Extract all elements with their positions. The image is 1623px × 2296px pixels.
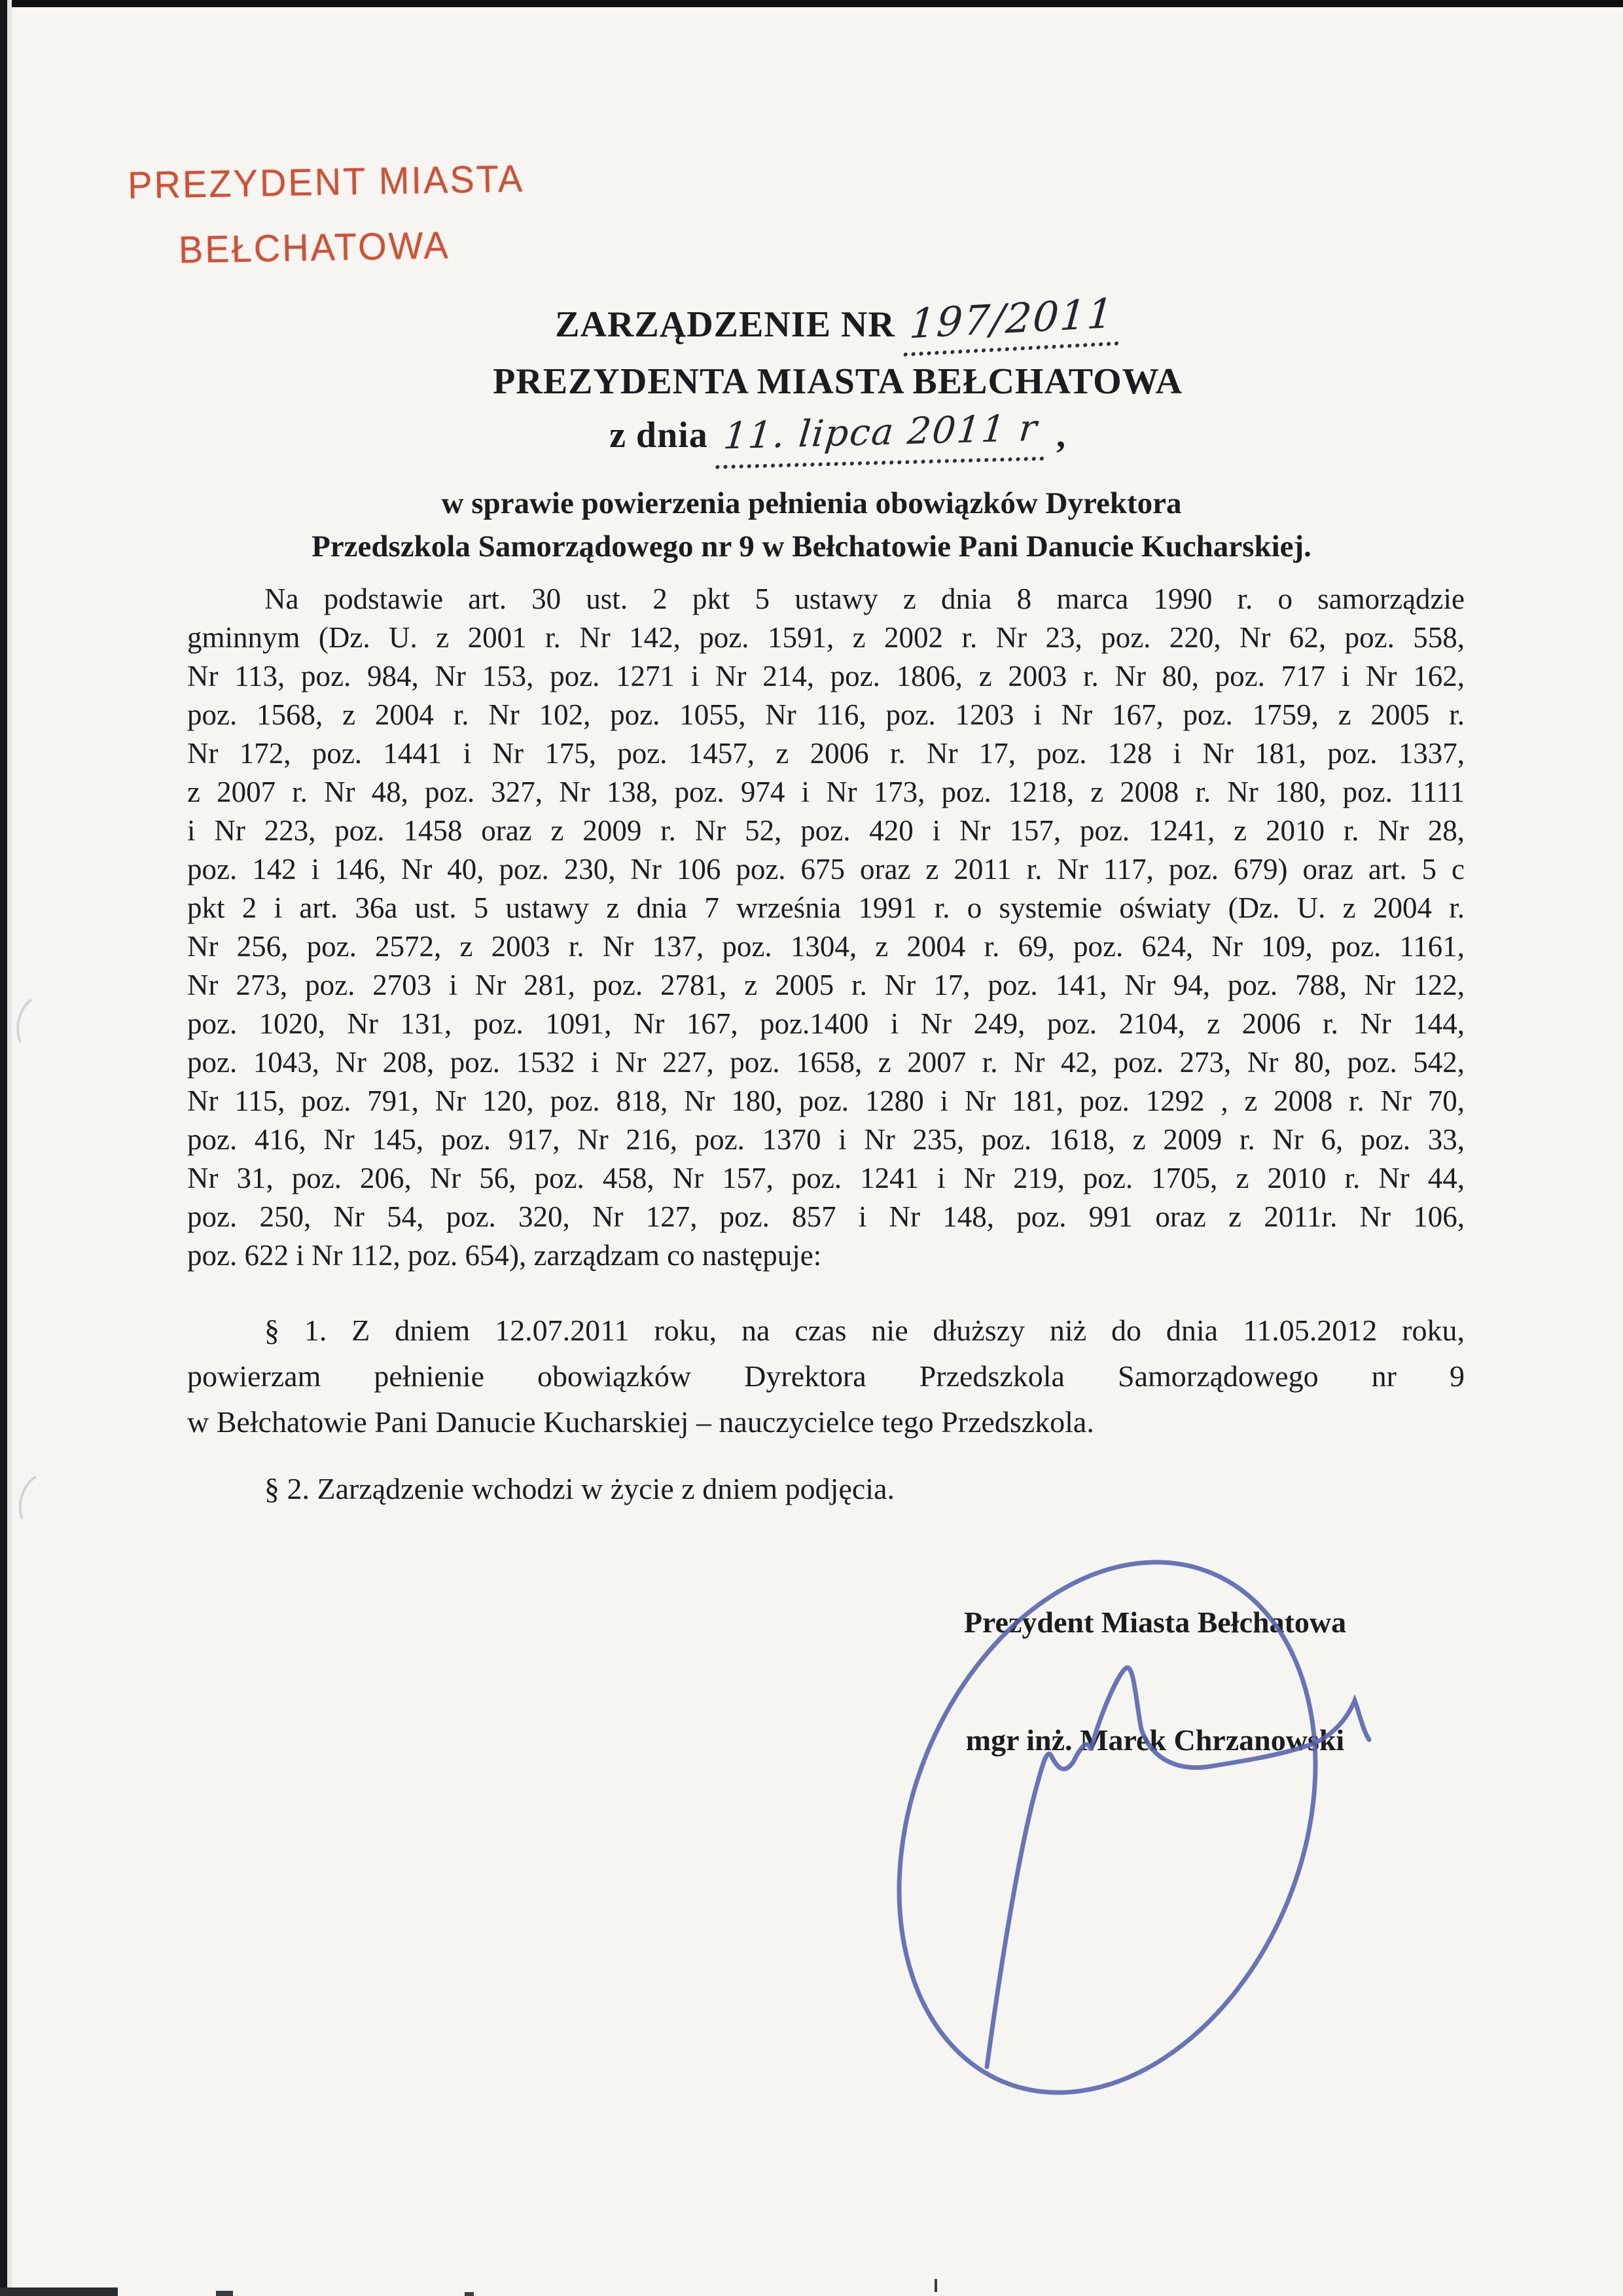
section-2-paragraph	[187, 1466, 1465, 1512]
legal-basis-line: poz. 250, Nr 54, poz. 320, Nr 127, poz. 857 i Nr 148, poz. 991 oraz z 2011r. Nr 106,	[187, 1200, 1465, 1233]
legal-basis-line: Nr 113, poz. 984, Nr 153, poz. 1271 i Nr 214, poz. 1806, z 2003 r. Nr 80, poz. 717 i Nr 162,	[187, 660, 1465, 692]
subject-block	[173, 482, 1450, 568]
legal-basis-line: gminnym (Dz. U. z 2001 r. Nr 142, poz. 1591, z 2002 r. Nr 23, poz. 220, Nr 62, poz. 558,	[187, 621, 1465, 654]
section-2-line: § 2. Zarządzenie wchodzi w życie z dniem podjęcia.	[264, 1472, 895, 1505]
scan-speck	[935, 2279, 937, 2292]
signature-name: mgr inż. Marek Chrzanowski	[965, 1723, 1345, 1757]
legal-basis-line: pkt 2 i art. 36a ust. 5 ustawy z dnia 7 września 1991 r. o systemie oświaty (Dz. U. z 2004 r.	[187, 891, 1465, 924]
legal-basis-line: Na podstawie art. 30 ust. 2 pkt 5 ustawy z dnia 8 marca 1990 r. o samorządzie	[264, 583, 1465, 615]
section-1-line: w Bełchatowie Pani Danucie Kucharskiej – nauczycielce tego Przedszkola.	[187, 1405, 1094, 1439]
ordinance-title	[0, 289, 1623, 467]
subject-line-2: Przedszkola Samorządowego nr 9 w Bełchatowie Pani Danucie Kucharskiej.	[312, 529, 1311, 564]
legal-basis-line: poz. 142 i 146, Nr 40, poz. 230, Nr 106 poz. 675 oraz z 2011 r. Nr 117, poz. 679) oraz art. 5 c	[187, 853, 1465, 886]
title-date-prefix: z dnia	[609, 415, 718, 456]
legal-basis-line: poz. 622 i Nr 112, poz. 654), zarządzam co następuje:	[187, 1239, 822, 1272]
legal-basis-line: poz. 1568, z 2004 r. Nr 102, poz. 1055, Nr 116, poz. 1203 i Nr 167, poz. 1759, z 2005 r.	[187, 698, 1465, 731]
scan-speck	[216, 2291, 233, 2296]
title-number-prefix: ZARZĄDZENIE NR	[555, 304, 905, 345]
stamp-line-1: PREZYDENT MIASTA	[127, 156, 525, 207]
legal-basis-line: poz. 1020, Nr 131, poz. 1091, Nr 167, poz.1400 i Nr 249, poz. 2104, z 2006 r. Nr 144,	[187, 1007, 1465, 1040]
legal-basis-line: Nr 31, poz. 206, Nr 56, poz. 458, Nr 157, poz. 1241 i Nr 219, poz. 1705, z 2010 r. Nr 44,	[187, 1162, 1465, 1194]
office-stamp	[127, 146, 526, 283]
legal-basis-line: Nr 172, poz. 1441 i Nr 175, poz. 1457, z 2006 r. Nr 17, poz. 128 i Nr 181, poz. 1337,	[187, 737, 1465, 770]
scan-artifact-curve	[11, 1465, 74, 1538]
title-date-suffix: ,	[1046, 415, 1066, 456]
subject-line-1: w sprawie powierzenia pełnienia obowiązków Dyrektora	[441, 486, 1182, 520]
legal-basis-line: Nr 115, poz. 791, Nr 120, poz. 818, Nr 180, poz. 1280 i Nr 181, poz. 1292 , z 2008 r. Nr 70,	[187, 1085, 1465, 1117]
section-1-line: powierzam pełnienie obowiązków Dyrektora Przedszkola Samorządowego nr 9	[187, 1359, 1465, 1393]
legal-basis-line: z 2007 r. Nr 48, poz. 327, Nr 138, poz. 974 i Nr 173, poz. 1218, z 2008 r. Nr 180, poz. 1111	[187, 776, 1465, 808]
legal-basis-line: poz. 416, Nr 145, poz. 917, Nr 216, poz. 1370 i Nr 235, poz. 1618, z 2009 r. Nr 6, poz. 33,	[187, 1123, 1465, 1156]
scan-edge-top	[0, 0, 1623, 7]
signature-role: Prezydent Miasta Bełchatowa	[963, 1605, 1347, 1639]
title-line-number	[0, 289, 1623, 355]
scan-artifact-curve	[10, 989, 70, 1060]
title-line-date	[0, 408, 1623, 467]
section-1-line: § 1. Z dniem 12.07.2011 roku, na czas nie dłuższy niż do dnia 11.05.2012 roku,	[264, 1314, 1465, 1347]
ordinance-number-handwritten: 197/2011	[903, 286, 1122, 357]
date-handwritten: 11. lipca 2011 r	[715, 401, 1050, 469]
legal-basis-line: i Nr 223, poz. 1458 oraz z 2009 r. Nr 52, poz. 420 i Nr 157, poz. 1241, z 2010 r. Nr 28,	[187, 814, 1465, 847]
scan-edge-bottom-left	[0, 2287, 118, 2296]
stamp-line-2: BEŁCHATOWA	[178, 223, 451, 272]
legal-basis-line: poz. 1043, Nr 208, poz. 1532 i Nr 227, poz. 1658, z 2007 r. Nr 42, poz. 273, Nr 80, poz. 542,	[187, 1046, 1465, 1079]
section-1-paragraph	[187, 1308, 1465, 1445]
title-line-issuer: PREZYDENTA MIASTA BEŁCHATOWA	[493, 361, 1183, 402]
legal-basis-line: Nr 273, poz. 2703 i Nr 281, poz. 2781, z 2005 r. Nr 17, poz. 141, Nr 94, poz. 788, Nr 122,	[187, 969, 1465, 1001]
legal-basis-line: Nr 256, poz. 2572, z 2003 r. Nr 137, poz. 1304, z 2004 r. 69, poz. 624, Nr 109, poz. 1161,	[187, 930, 1465, 963]
scan-speck	[465, 2292, 474, 2296]
legal-basis-paragraph	[187, 580, 1465, 1275]
